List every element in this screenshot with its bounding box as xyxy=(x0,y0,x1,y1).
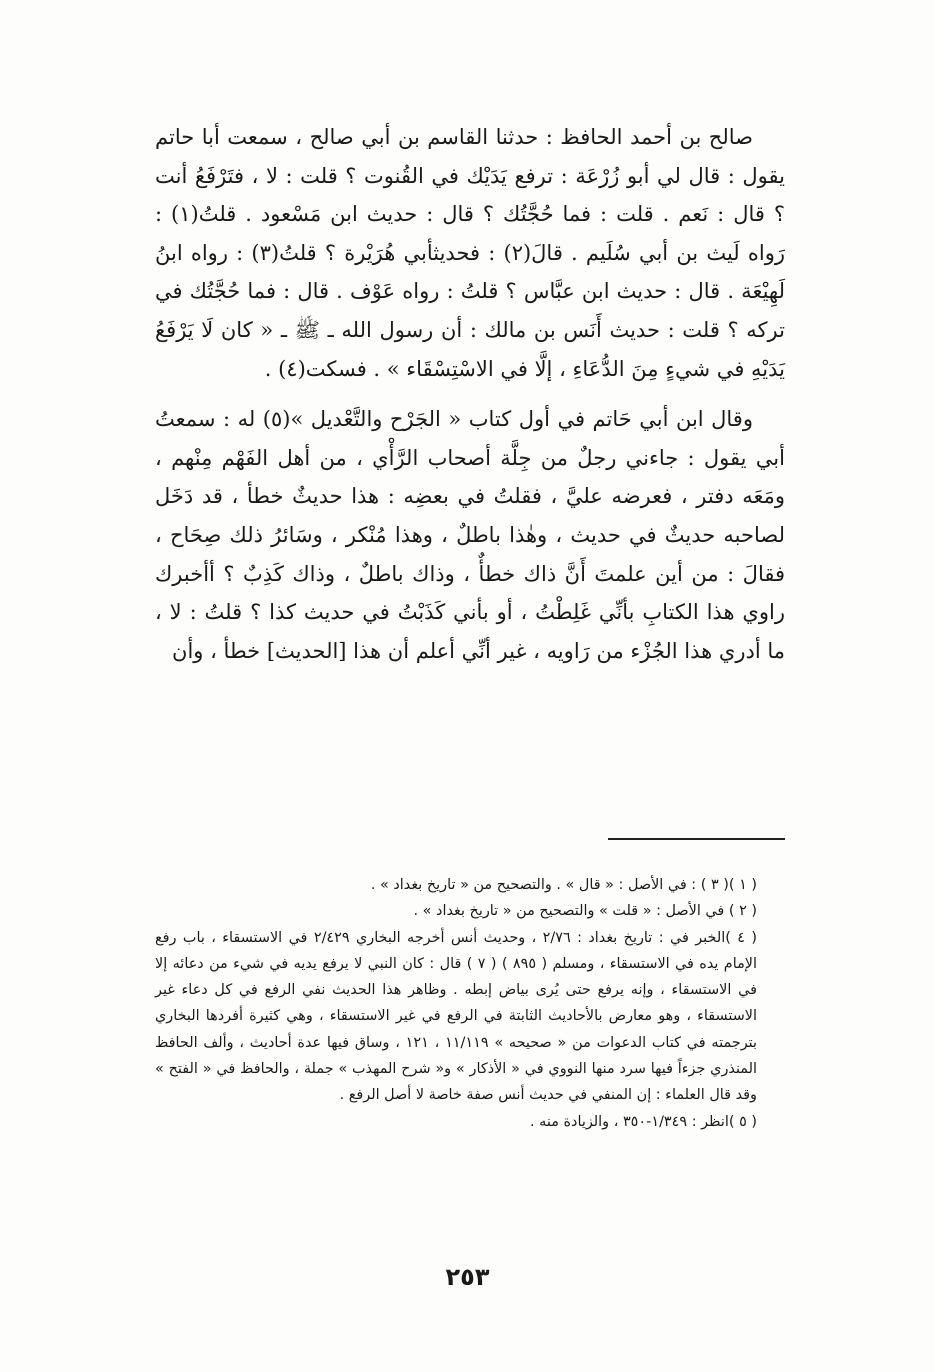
page-number: ٢٥٣ xyxy=(445,1263,490,1291)
footnote-4: ( ٤ )الخبر في : تاريخ بغداد : ٢/٧٦ ، وحديث أنس أخرجه البخاري ٢/٤٢٩ في الاستسقاء ، باب رفع الإمام يده في الاستسقاء ، ومسلم ( ٨٩٥ ) ( ٧ ) قال : كان النبي لا يرفع يديه في شيء من دعائه إلا في الاستسقاء ، وإنه يرفع حتى يُرى بياض إبطه . وظاهر هذا الحديث نفي الرفع في كل دعاء غير الاستسقاء ، وهو معارض بالأحاديث الثابتة في الرفع في غير الاستسقاء ، وهي كثيرة أفردها البخاري بترجمته في كتاب الدعوات من « صحيحه » ١١/١١٩ ، ١٢١ ، وساق فيها عدة أحاديث ، وألف الحافظ المنذري جزءاً فيها سرد منها النووي في « الأذكار » و« شرح المهذب » جملة ، والحافظ في « الفتح » وقد قال العلماء : إن المنفي في حديث أنس صفة خاصة لا أصل الرفع . xyxy=(155,929,757,1104)
footnote-divider xyxy=(608,838,785,840)
paragraph-1: صالح بن أحمد الحافظ : حدثنا القاسم بن أبي صالح ، سمعت أبا حاتم يقول : قال لي أبو زُرْعَة : ترفع يَدَيْك في القُنوت ؟ قلت : لا ، فتَرْفَعُ أنت ؟ قال : نَعم . قلت : فما حُجَّتُك ؟ قال : حديث ابن مَسْعود . قلتُ(١) : رَواه لَيث بن أبي سُلَيم . قالَ(٢) : فحديثأبي هُرَيْرة ؟ قلتُ(٣) : رواه ابنُ لَهِيْعَة . قال : حديث ابن عبَّاس ؟ قلتُ : رواه عَوْف . قال : فما حُجَّتُك في تركه ؟ قلت : حديث أَنَس بن مالك : أن رسول الله ـ ﷺ ـ « كان لَا يَرْفَعُ يَدَيْهِ في شيءٍ مِنَ الدُّعَاءِ ، إلَّا في الاسْتِسْقَاء » . فسكت(٤) . xyxy=(155,125,785,381)
main-text xyxy=(155,118,785,670)
footnote-2: ( ٢ ) في الأصل : « قلت » والتصحيح من « تاريخ بغداد » . xyxy=(413,903,757,920)
footnote-1-3: ( ١ )( ٣ ) : في الأصل : « قال » . والتصحيح من « تاريخ بغداد » . xyxy=(370,877,757,893)
footnote-5: ( ٥ )انظر : ١/٣٤٩-٣٥٠ ، والزيادة منه . xyxy=(530,1113,757,1130)
paragraph-2: وقال ابن أبي حَاتم في أول كتاب « الجَرْح والتَّعْديل »(٥) له : سمعتُ أبي يقول : جاءني رجلٌ من جِلَّة أصحاب الرَّأْي ، من أهل الفَهْم مِنْهم ، ومَعَه دفتر ، فعرضه عليَّ ، فقلتُ في بعضِه : هذا حديثٌ خطأ ، قد دَخَل لصاحبه حديثٌ في حديث ، وهٰذا باطلٌ ، وهذا مُنْكر ، وسَائرُ ذلك صِحَاح ، فقالَ : من أين علمتَ أَنَّ ذاك خطأٌ ، وذاك باطلٌ ، وذاك كَذِبٌ ؟ أأخبرك راوي هذا الكتابِ بأنِّي غَلِطْتُ ، أو بأني كَذَبْتُ في حديث كذا ؟ قلتُ : لا ، ما أدري هذا الجُزْء من رَاويه ، غير أنِّي أعلم أن هذا [الحديث] خطأ ، وأن xyxy=(155,407,785,663)
footnotes xyxy=(155,872,785,1135)
